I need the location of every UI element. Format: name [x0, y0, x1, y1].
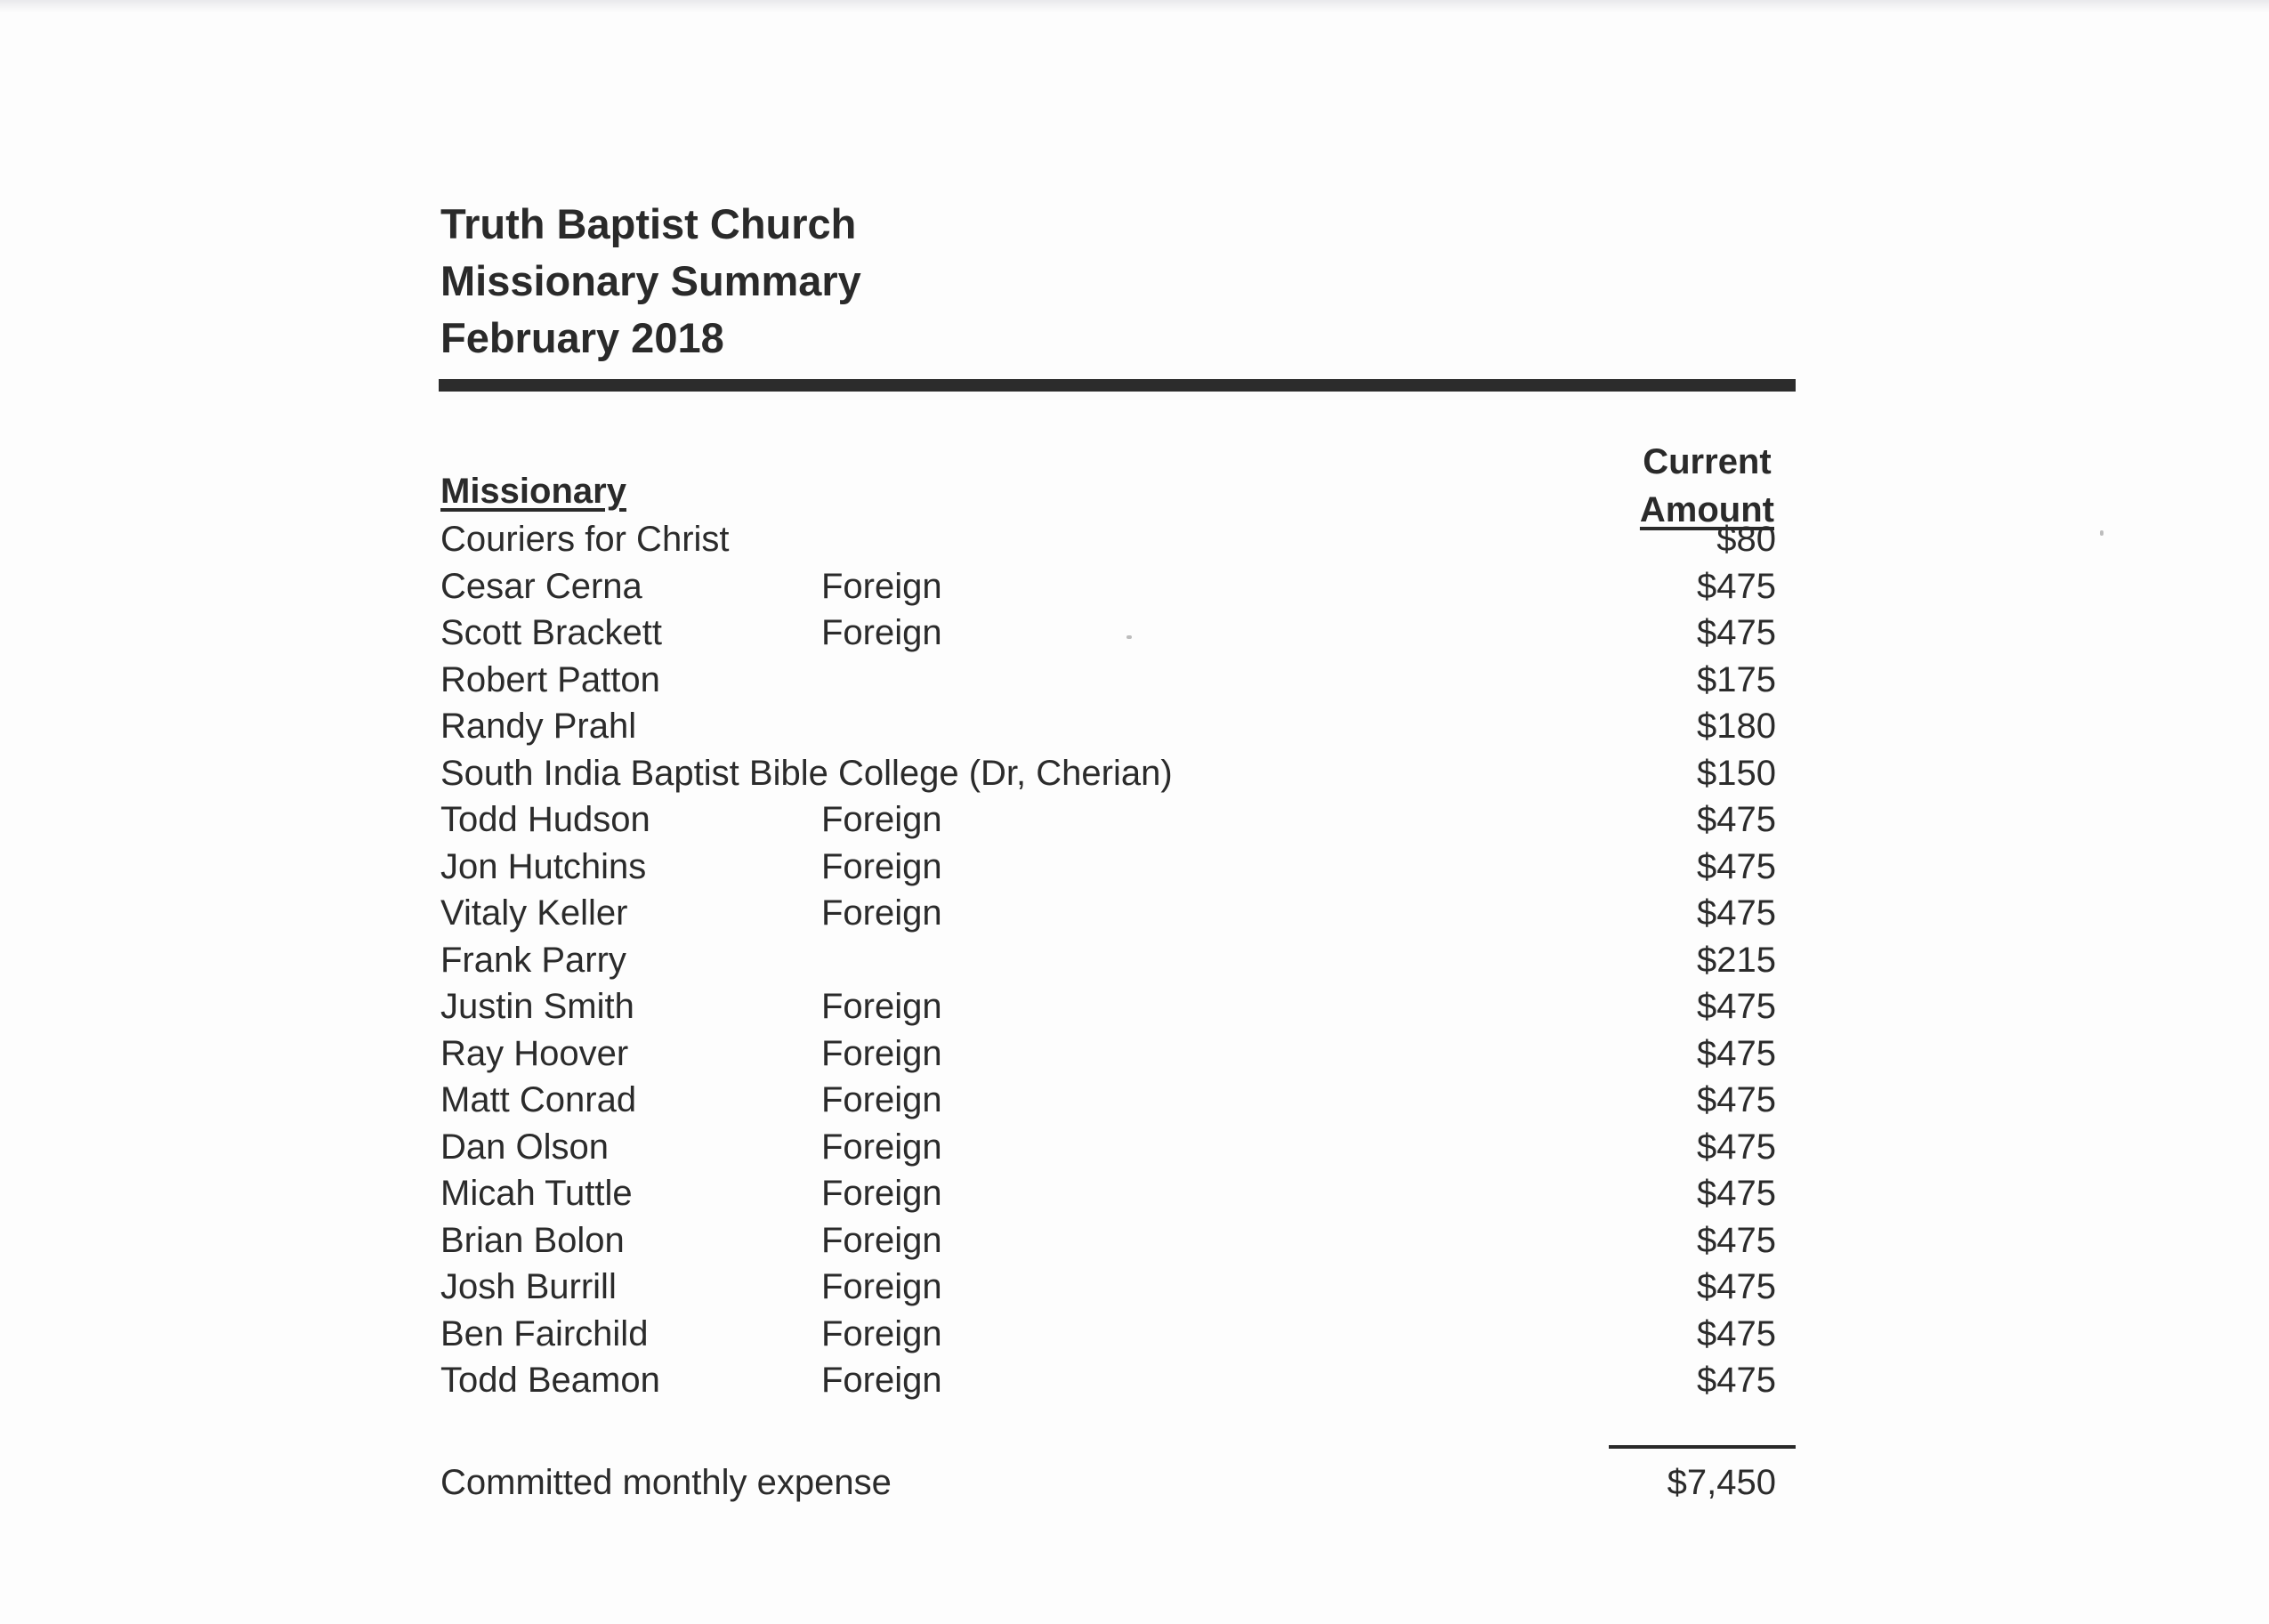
- missionary-type: Foreign: [821, 1033, 942, 1073]
- missionary-name: Couriers for Christ: [440, 520, 730, 559]
- table-row: [439, 1357, 1796, 1404]
- missionary-name: Robert Patton: [440, 659, 660, 699]
- missionary-amount: $475: [1697, 1174, 1776, 1213]
- total-row: [439, 1458, 1796, 1511]
- table-row: [439, 657, 1796, 704]
- missionary-name: South India Baptist Bible College (Dr, Cherian): [440, 753, 1173, 793]
- missionary-type: Foreign: [821, 1361, 942, 1400]
- missionary-name: Todd Hudson: [440, 800, 650, 839]
- missionary-name: Cesar Cerna: [440, 566, 642, 606]
- total-amount: $7,450: [1667, 1462, 1776, 1502]
- missionary-name: Ben Fairchild: [440, 1313, 649, 1353]
- table-row: [439, 1030, 1796, 1078]
- missionary-name: Frank Parry: [440, 940, 626, 980]
- table-row: [439, 796, 1796, 844]
- missionary-amount: $150: [1697, 753, 1776, 793]
- missionary-name: Ray Hoover: [440, 1033, 629, 1073]
- table-row: [439, 563, 1796, 610]
- missionary-amount: $475: [1697, 1267, 1776, 1306]
- column-header-amount-line1: Current: [1643, 442, 1772, 481]
- table-row: [439, 1170, 1796, 1217]
- missionary-amount: $475: [1697, 1313, 1776, 1353]
- missionary-name: Matt Conrad: [440, 1080, 637, 1119]
- missionary-type: Foreign: [821, 800, 942, 839]
- missionary-amount: $475: [1697, 1220, 1776, 1260]
- document-title-block: [439, 196, 1796, 367]
- table-row: [439, 1217, 1796, 1264]
- missionary-summary-document: [439, 196, 1796, 1511]
- total-label: Committed monthly expense: [440, 1462, 892, 1502]
- column-header-amount-line2: Amount: [1639, 490, 1774, 529]
- table-row: [439, 703, 1796, 750]
- missionary-type: Foreign: [821, 1313, 942, 1353]
- column-header-missionary: Missionary: [440, 472, 626, 511]
- missionary-amount: $80: [1716, 520, 1776, 559]
- table-row: [439, 1311, 1796, 1358]
- missionary-amount: $475: [1697, 893, 1776, 933]
- missionary-name: Dan Olson: [440, 1127, 609, 1167]
- missionary-name: Todd Beamon: [440, 1361, 660, 1400]
- table-row: [439, 1077, 1796, 1124]
- missionary-name: Josh Burrill: [440, 1267, 617, 1306]
- missionary-type: Foreign: [821, 566, 942, 606]
- missionary-amount: $475: [1697, 1127, 1776, 1167]
- missionary-type: Foreign: [821, 1080, 942, 1119]
- missionary-amount: $475: [1697, 800, 1776, 839]
- missionary-type: Foreign: [821, 846, 942, 886]
- missionary-name: Vitaly Keller: [440, 893, 628, 933]
- table-row: [439, 844, 1796, 891]
- missionary-name: Randy Prahl: [440, 707, 637, 746]
- missionary-type: Foreign: [821, 1174, 942, 1213]
- missionary-amount: $475: [1697, 846, 1776, 886]
- title-divider: [439, 379, 1796, 392]
- missionary-amount: $475: [1697, 566, 1776, 606]
- missionary-name: Brian Bolon: [440, 1220, 625, 1260]
- missionary-type: Foreign: [821, 613, 942, 652]
- table-row: [439, 1124, 1796, 1171]
- missionary-amount: $215: [1697, 940, 1776, 980]
- report-period: February 2018: [440, 314, 724, 361]
- missionary-type: Foreign: [821, 1220, 942, 1260]
- table-row: [439, 890, 1796, 937]
- report-title: Missionary Summary: [440, 257, 861, 304]
- missionary-name: Micah Tuttle: [440, 1174, 633, 1213]
- scan-speck: [1126, 635, 1132, 639]
- missionary-amount: $475: [1697, 1361, 1776, 1400]
- missionary-amount: $180: [1697, 707, 1776, 746]
- missionary-list: [439, 516, 1796, 1404]
- missionary-name: Justin Smith: [440, 987, 634, 1026]
- missionary-name: Scott Brackett: [440, 613, 662, 652]
- total-rule: [1609, 1445, 1796, 1449]
- table-row: [439, 750, 1796, 797]
- total-spacer: [439, 1404, 1796, 1458]
- missionary-amount: $475: [1697, 613, 1776, 652]
- table-header: [439, 392, 1796, 529]
- church-name: Truth Baptist Church: [440, 200, 857, 247]
- missionary-amount: $175: [1697, 659, 1776, 699]
- missionary-type: Foreign: [821, 1267, 942, 1306]
- table-row: [439, 983, 1796, 1030]
- missionary-amount: $475: [1697, 1033, 1776, 1073]
- missionary-type: Foreign: [821, 893, 942, 933]
- missionary-amount: $475: [1697, 987, 1776, 1026]
- scan-edge-shadow: [0, 0, 2269, 12]
- scan-speck: [2100, 530, 2103, 536]
- table-row: [439, 1264, 1796, 1311]
- missionary-type: Foreign: [821, 987, 942, 1026]
- table-row: [439, 516, 1796, 563]
- missionary-amount: $475: [1697, 1080, 1776, 1119]
- table-row: [439, 937, 1796, 984]
- table-row: [439, 610, 1796, 657]
- missionary-type: Foreign: [821, 1127, 942, 1167]
- missionary-name: Jon Hutchins: [440, 846, 647, 886]
